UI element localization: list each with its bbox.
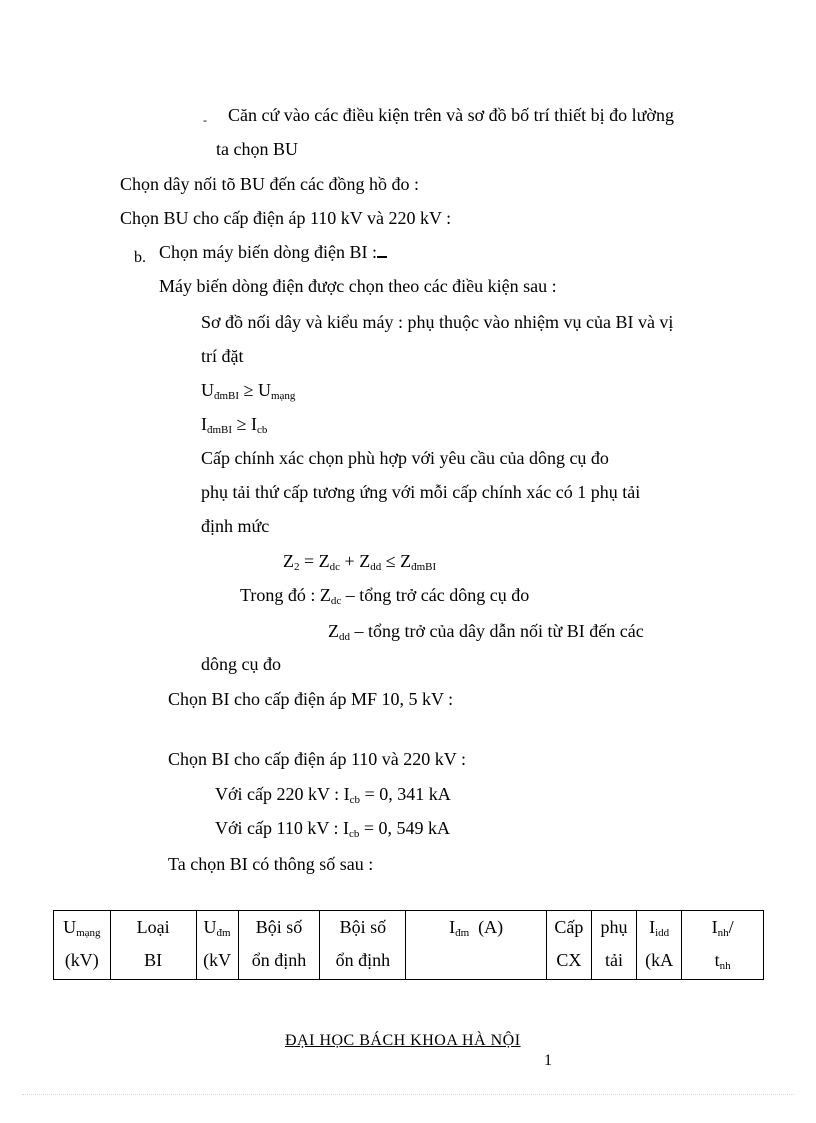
cell-text: (kA [645, 950, 674, 970]
symbol: ≤ Z [381, 551, 412, 571]
cell-text: t [714, 950, 720, 970]
footer-university: ĐẠI HỌC BÁCH KHOA HÀ NỘI [285, 1032, 521, 1049]
subscript: đm [455, 927, 470, 939]
condition-current [201, 413, 267, 435]
subscript: dd [370, 561, 382, 573]
subscript: cb [349, 794, 361, 806]
subscript: dd [339, 631, 350, 643]
body-line: Máy biến dòng điện được chọn theo các điều kiện sau : [159, 276, 557, 296]
symbol: Z [328, 621, 339, 641]
symbol: ≥ U [239, 380, 271, 400]
cell-text: U [203, 917, 217, 937]
symbol: + Z [340, 551, 371, 571]
table-cell [591, 911, 636, 980]
cell-text: tải [605, 950, 623, 970]
subscript: idd [655, 927, 670, 939]
table-cell [682, 911, 764, 980]
subscript: dc [330, 595, 342, 607]
section-title: Chọn máy biến dòng điện BI : [159, 242, 377, 262]
body-line: Chọn dây nối tõ BU đến các đồng hồ đo : [120, 174, 419, 194]
body-line: Ta chọn BI có thông số sau : [168, 854, 374, 874]
subscript: đmBI [207, 424, 233, 436]
cell-text: (kV [203, 950, 232, 970]
case-line [215, 783, 451, 805]
body-line: ta chọn BU [216, 139, 298, 159]
cell-text: I [449, 917, 456, 937]
symbol: Trong đó : Z [240, 585, 331, 605]
condition-voltage [201, 379, 295, 401]
subscript: đmBI [214, 390, 240, 402]
subscript: cb [349, 828, 360, 840]
bullet-dash: - [203, 113, 207, 127]
table-cell [637, 911, 682, 980]
definition-text: – tổng trở của dây dẫn nối từ BI đến các [350, 621, 644, 641]
subscript: đmBI [411, 561, 437, 573]
condition-line: phụ tải thứ cấp tương ứng với mỗi cấp chính xác có 1 phụ tải [201, 482, 641, 502]
subscript: nh [717, 927, 729, 939]
condition-line: trí đặt [201, 346, 244, 366]
symbol: ≥ I [232, 414, 257, 434]
symbol: I [201, 414, 207, 434]
cell-text: I [711, 917, 718, 937]
cell-text: I [649, 917, 656, 937]
cell-text: (kV) [64, 950, 99, 970]
definition-text: – tổng trở các dông cụ đo [341, 585, 530, 605]
cell-text: Bội số [339, 917, 387, 937]
cell-text: Loại [136, 917, 170, 937]
case-line [215, 817, 450, 839]
cell-text: BI [144, 950, 163, 970]
condition-line: Sơ đồ nối dây và kiểu máy : phụ thuộc vào nhiệm vụ của BI và vị [201, 312, 674, 332]
body-line: Chọn BI cho cấp điện áp MF 10, 5 kV : [168, 689, 454, 709]
subscript: dc [329, 561, 341, 573]
table-cell [406, 911, 547, 980]
definition-line [240, 584, 529, 606]
table-cell [54, 911, 111, 980]
value-text: = 0, 341 kA [360, 784, 451, 804]
heading-underscore [377, 242, 387, 258]
subscript: nh [719, 960, 731, 972]
subscript: đm [216, 927, 231, 939]
subscript: cb [256, 424, 268, 436]
cell-text: Cấp [554, 917, 584, 937]
symbol: Z [283, 551, 294, 571]
body-line: Chọn BU cho cấp điện áp 110 kV và 220 kV : [120, 208, 452, 228]
definition-line [328, 620, 644, 642]
value-text: = 0, 549 kA [359, 818, 451, 838]
body-line: Chọn BI cho cấp điện áp 110 và 220 kV : [168, 749, 466, 769]
cell-text: (A) [469, 917, 504, 937]
cell-text: Bội số [255, 917, 303, 937]
body-line: Căn cứ vào các điều kiện trên và sơ đồ bố trí thiết bị đo lường [228, 105, 674, 125]
subscript: mạng [270, 390, 296, 402]
page-divider [22, 1094, 794, 1095]
table-cell [196, 911, 238, 980]
bi-spec-table [53, 910, 764, 980]
symbol: Với cấp 110 kV : I [215, 818, 349, 838]
subscript: mạng [76, 927, 101, 939]
table-row [54, 911, 764, 980]
table-cell [110, 911, 196, 980]
symbol: Với cấp 220 kV : I [215, 784, 350, 804]
cell-text: U [63, 917, 77, 937]
cell-text: ổn định [251, 950, 307, 970]
section-marker: b. [134, 249, 146, 266]
section-heading [159, 241, 387, 263]
symbol: = Z [299, 551, 330, 571]
page-number: 1 [544, 1052, 552, 1069]
impedance-formula [283, 550, 436, 572]
cell-text: ổn định [335, 950, 391, 970]
subscript: 2 [294, 561, 300, 573]
table-cell [238, 911, 320, 980]
definition-line: dông cụ đo [201, 654, 281, 674]
cell-text: CX [556, 950, 582, 970]
table-cell [320, 911, 406, 980]
cell-text: / [728, 917, 734, 937]
condition-line: Cấp chính xác chọn phù hợp với yêu cầu của dông cụ đo [201, 448, 609, 468]
cell-text: phụ [600, 917, 628, 937]
condition-line: định mức [201, 516, 270, 536]
symbol: U [201, 380, 214, 400]
table-cell [546, 911, 591, 980]
